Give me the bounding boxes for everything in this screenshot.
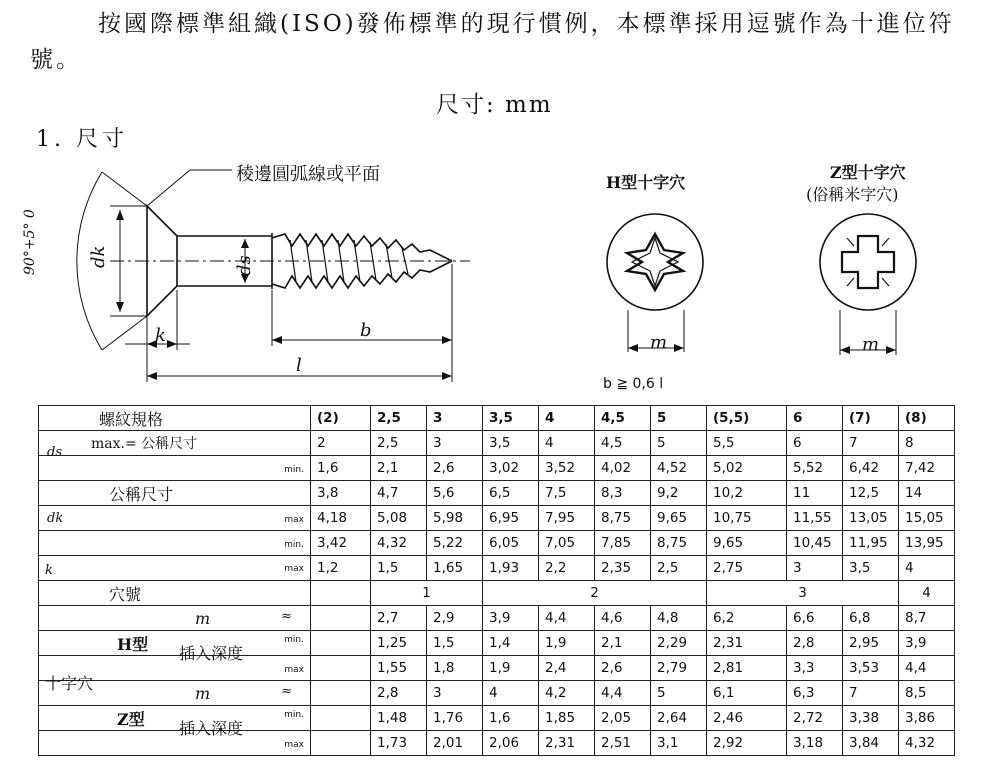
unit-line: 尺寸: mm <box>436 92 553 118</box>
h-type-label: H型 <box>117 635 149 654</box>
table-row-dk-min: min. 3,42 4,32 5,22 6,05 7,05 7,85 8,75 9,65 10,45 11,95 13,95 <box>39 531 955 556</box>
table-row-k-max: k max 1,2 1,5 1,65 1,93 2,2 2,35 2,5 2,75 3 3,5 4 <box>39 556 955 581</box>
table-row-sizes: 螺紋規格 (2) 2,5 3 3,5 4 4,5 5 (5,5) 6 (7) (8) <box>39 406 955 431</box>
h-type-title: H型十字穴 <box>606 173 686 192</box>
table-row-h-depth-max: max 1,55 1,8 1,9 2,4 2,6 2,79 2,81 3,3 3,53 4,4 <box>39 656 955 681</box>
ds-label: ds <box>234 255 255 276</box>
table-row-h-depth-min: 插入深度 min. 1,25 1,5 1,4 1,9 2,1 2,29 2,31 2,8 2,95 3,9 <box>39 631 955 656</box>
b-condition: b ≧ 0,6 l <box>603 376 664 392</box>
k-symbol: k <box>45 562 53 578</box>
dk-symbol: dk <box>47 511 64 526</box>
z-type-label: Z型 <box>117 710 145 729</box>
edge-note: 稜邊圓弧線或平面 <box>236 164 380 185</box>
z-type-subtitle: (俗稱米字穴) <box>806 185 899 204</box>
recess-no-label: 穴號 <box>109 584 142 604</box>
b-label: b <box>360 320 372 341</box>
h-depth-label: 插入深度 <box>179 644 244 663</box>
table-row-h-m: m ≈ H型 2,7 2,9 3,9 4,4 4,6 4,8 6,2 6,6 6,8 8,7 <box>39 606 955 631</box>
table-row-z-m: m ≈ Z型 2,8 3 4 4,2 4,4 5 6,1 6,3 7 8,5 <box>39 681 955 706</box>
table-row-recess-no: 穴號 十字穴 1 2 3 4 <box>39 581 955 606</box>
ds-max-label: max.= 公稱尺寸 <box>91 436 198 452</box>
recess-label: 十字穴 <box>45 674 94 693</box>
k-label: k <box>155 325 166 346</box>
table-row-dk-max: max 4,18 5,08 5,98 6,95 7,95 8,75 9,65 10,75 11,55 13,05 15,05 <box>39 506 955 531</box>
table-row-dk-nominal: dk 公稱尺寸 3,8 4,7 5,6 6,5 7,5 8,3 9,2 10,2 11 12,5 14 <box>39 481 955 506</box>
angle-label: 90°+5° 0 <box>22 209 38 275</box>
z-m-label: m <box>862 334 880 355</box>
section-title: 1. 尺寸 <box>36 127 128 152</box>
thread-spec-label: 螺紋規格 <box>39 406 311 431</box>
intro-paragraph: 按國際標準組織(ISO)發佈標準的現行慣例，本標準採用逗號作為十進位符號。 <box>30 11 955 73</box>
table-row-ds-max: ds max.= 公稱尺寸 2 2,5 3 3,5 4 4,5 5 5,5 6 7 8 <box>39 431 955 456</box>
table-row-z-depth-min: 插入深度 min. 1,48 1,76 1,6 1,85 2,05 2,64 2,46 2,72 3,38 3,86 <box>39 706 955 731</box>
table-row-z-depth-max: max 1,73 2,01 2,06 2,31 2,51 3,1 2,92 3,18 3,84 4,32 <box>39 731 955 756</box>
z-type-title: Z型十字穴 <box>830 163 906 182</box>
l-label: l <box>296 355 302 376</box>
dk-label: dk <box>88 245 109 268</box>
h-m-label: m <box>650 332 668 353</box>
dk-nominal-label: 公稱尺寸 <box>109 484 174 504</box>
z-depth-label: 插入深度 <box>179 719 244 738</box>
dimension-table <box>38 405 955 756</box>
ds-symbol: ds <box>47 445 62 460</box>
table-row-ds-min: min. 1,6 2,1 2,6 3,02 3,52 4,02 4,52 5,02 5,52 6,42 7,42 <box>39 456 955 481</box>
